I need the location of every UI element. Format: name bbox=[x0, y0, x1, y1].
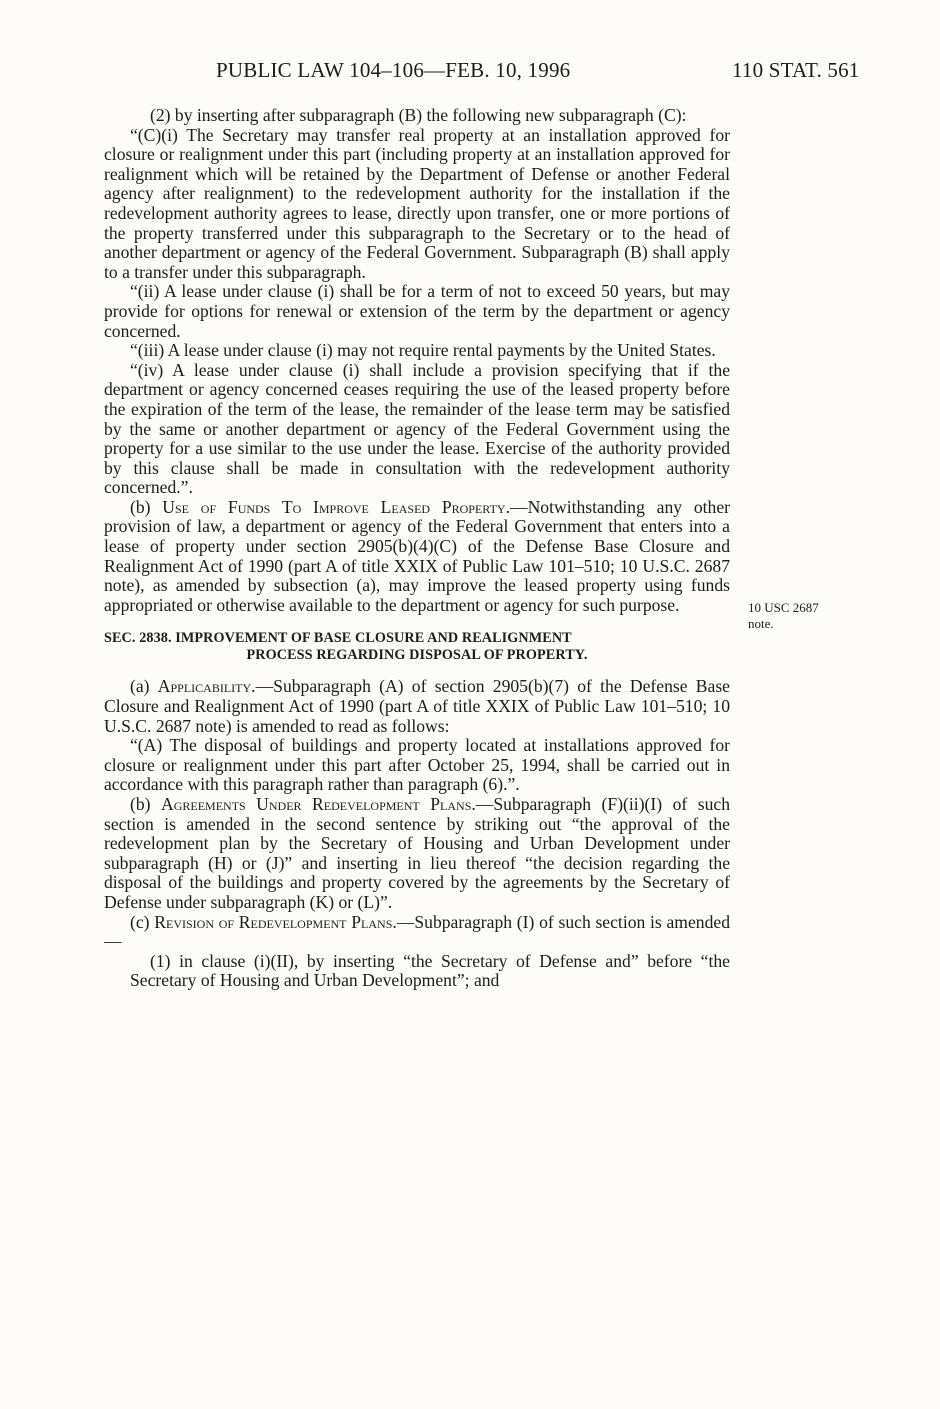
running-head-title: PUBLIC LAW 104–106—FEB. 10, 1996 bbox=[216, 58, 571, 82]
margin-citation-note bbox=[748, 600, 858, 632]
subsection-b bbox=[104, 498, 730, 616]
paragraph-2: (2) by inserting after subparagraph (B) the following new subparagraph (C): bbox=[150, 105, 687, 125]
clause-ii: “(ii) A lease under clause (i) shall be for a term of not to exceed 50 years, but may provide for options for renewal or extension of the term by the department or agency concerned. bbox=[104, 281, 730, 341]
body-text bbox=[104, 106, 730, 991]
subsection-a bbox=[104, 677, 730, 736]
subsection-b-caption: Use of Funds To Improve Leased Property. bbox=[162, 496, 510, 517]
subsection-b2-caption: Agreements Under Redevelopment Plans. bbox=[161, 794, 476, 814]
clause-c-i: “(C)(i) The Secretary may transfer real property at an installation approved for closure or realignment under this part (including property at an installation approved for realignment which will be retained by the Department of Defense or another Federal agency after realignment) to the redevelopment authority for the installation if the redevelopment authority agrees to lease, directly upon transfer, one or more portions of the property transferred under this subparagraph to the Secretary or to the head of another department or agency of the Federal Government. Subparagraph (B) shall apply to a transfer under this subparagraph. bbox=[104, 124, 730, 282]
subsection-c-text: —Subparagraph (I) of such section is amended— bbox=[104, 911, 730, 952]
section-heading-line1: SEC. 2838. IMPROVEMENT OF BASE CLOSURE AND REALIGNMENT bbox=[104, 630, 572, 647]
statute-page-number: 110 STAT. 561 bbox=[732, 58, 860, 82]
amended-subparagraph-a: “(A) The disposal of buildings and property located at installations approved for closure or realignment under this part after October 25, 1994, shall be carried out in accordance with this paragraph rather than paragraph (6).”. bbox=[104, 735, 730, 795]
margin-note-line1: 10 USC 2687 bbox=[748, 600, 819, 615]
subsection-a-caption: Applicability. bbox=[157, 676, 256, 697]
section-heading bbox=[104, 630, 730, 664]
subsection-a-text: —Subparagraph (A) of section 2905(b)(7) of the Defense Base Closure and Realignment Act of 1990 (part A of title XXIX of Public Law 101–510; 10 U.S.C. 2687 note) is amended to read as follows: bbox=[104, 676, 730, 736]
subsection-a-lead: (a) bbox=[130, 676, 158, 697]
subsection-b-lead: (b) bbox=[130, 496, 163, 517]
subsection-b2-text: —Subparagraph (F)(ii)(I) of such section is amended in the second sentence by striking out “the approval of the redevelopment plan by the Secretary of Housing and Urban Development under subparagraph (H) or (J)” and inserting in lieu thereof “the decision regarding the disposal of the buildings and property covered by the agreements by the Secretary of Defense under subparagraph (K) or (L)”. bbox=[104, 794, 730, 912]
subsection-c-lead: (c) bbox=[130, 911, 155, 932]
subsection-b-text: —Notwithstanding any other provision of law, a department or agency of the Federal Government that enters into a lease of property under section 2905(b)(4)(C) of the Defense Base Closure and Realignment Act of 1990 (part A of title XXIX of Public Law 101–510; 10 U.S.C. 2687 note), as amended by subsection (a), may improve the leased property using funds appropriated or otherwise available to the department or agency for such purpose. bbox=[104, 496, 730, 615]
margin-note-line2: note. bbox=[748, 616, 774, 631]
clause-iv: “(iv) A lease under clause (i) shall include a provision specifying that if the department or agency concerned ceases requiring the use of the leased property before the expiration of the term of the lease, the remainder of the lease term may be satisfied by the same or another department or agency of the Federal Government using the property for a use similar to the use under the lease. Exercise of the authority provided by this clause shall be made in consultation with the redevelopment authority concerned.”. bbox=[104, 359, 730, 498]
clause-iii: “(iii) A lease under clause (i) may not require rental payments by the United States. bbox=[130, 340, 716, 361]
page-header bbox=[0, 58, 940, 88]
section-heading-line2: PROCESS REGARDING DISPOSAL OF PROPERTY. bbox=[246, 647, 588, 664]
subsection-c-caption: Revision of Redevelopment Plans. bbox=[154, 911, 397, 932]
subsection-c bbox=[104, 913, 730, 952]
clause-1: (1) in clause (i)(II), by inserting “the Secretary of Defense and” before “the Secretary of Housing and Urban Development”; and bbox=[130, 950, 730, 991]
subsection-b-agreements bbox=[104, 795, 730, 913]
subsection-b2-lead: (b) bbox=[130, 794, 161, 814]
